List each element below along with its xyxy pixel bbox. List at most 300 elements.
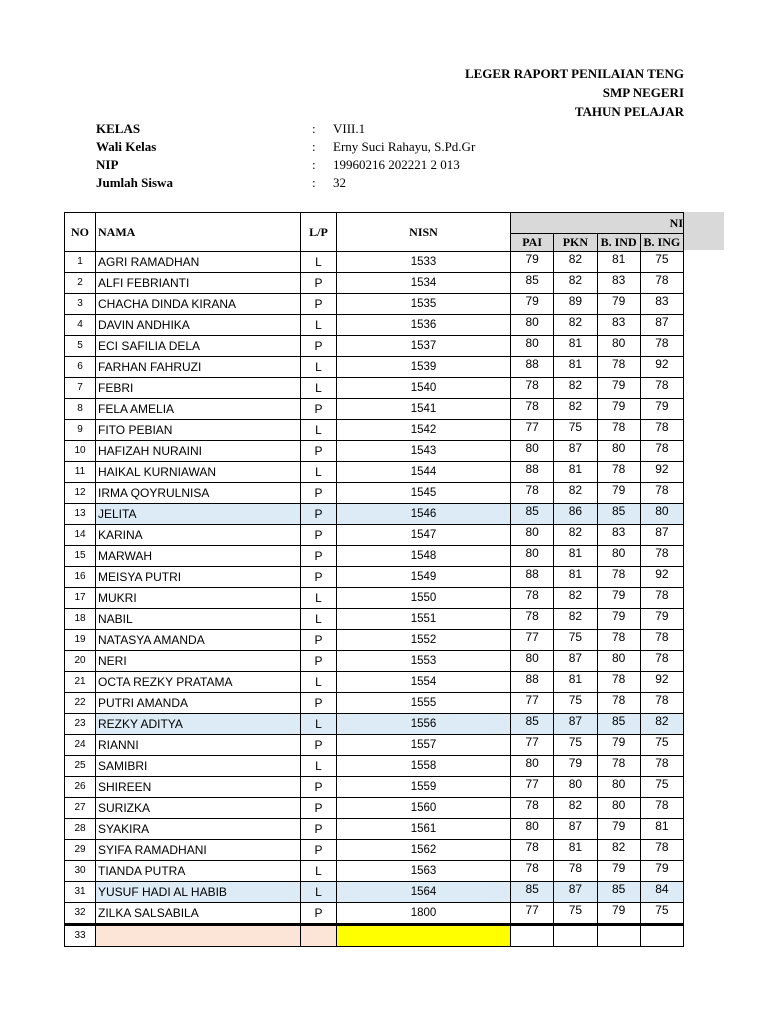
- cell-nama[interactable]: KARINA: [96, 525, 301, 546]
- cell-no[interactable]: 2: [65, 273, 96, 294]
- header-nama: NAMA: [96, 213, 301, 252]
- cell-score[interactable]: 75: [554, 693, 597, 714]
- cell-score[interactable]: [554, 925, 597, 947]
- cell-score[interactable]: 81: [554, 357, 597, 378]
- cell-score[interactable]: 82: [554, 399, 597, 420]
- cell-no[interactable]: 3: [65, 294, 96, 315]
- cell-score[interactable]: 78: [597, 420, 640, 441]
- cell-score[interactable]: 77: [511, 693, 554, 714]
- cell-score[interactable]: 80: [597, 798, 640, 819]
- cell-no[interactable]: 17: [65, 588, 96, 609]
- cell-nisn[interactable]: 1535: [337, 294, 511, 315]
- cell-score[interactable]: 75: [554, 630, 597, 651]
- cell-no[interactable]: 15: [65, 546, 96, 567]
- cell-score[interactable]: 82: [554, 273, 597, 294]
- table-row: [65, 294, 684, 315]
- cell-nisn[interactable]: 1559: [337, 777, 511, 798]
- cell-score[interactable]: 92: [640, 462, 683, 483]
- cell-score[interactable]: 80: [597, 546, 640, 567]
- cell-nisn[interactable]: 1546: [337, 504, 511, 525]
- cell-score[interactable]: 80: [554, 777, 597, 798]
- table-row: [65, 336, 684, 357]
- cell-no[interactable]: 14: [65, 525, 96, 546]
- cell-lp[interactable]: P: [301, 903, 337, 925]
- cell-nisn[interactable]: 1561: [337, 819, 511, 840]
- cell-score[interactable]: 75: [554, 903, 597, 925]
- cell-score[interactable]: 79: [597, 609, 640, 630]
- cell-score[interactable]: 80: [597, 777, 640, 798]
- table-row: [65, 546, 684, 567]
- cell-no[interactable]: 16: [65, 567, 96, 588]
- table-row: [65, 273, 684, 294]
- cell-lp[interactable]: P: [301, 504, 337, 525]
- cell-score[interactable]: 87: [554, 441, 597, 462]
- cell-score[interactable]: 88: [511, 357, 554, 378]
- cell-score[interactable]: 85: [511, 504, 554, 525]
- table-row: [65, 630, 684, 651]
- cell-score[interactable]: 78: [640, 651, 683, 672]
- cell-score[interactable]: 78: [640, 441, 683, 462]
- cell-score[interactable]: 78: [640, 630, 683, 651]
- cell-nama[interactable]: ECI SAFILIA DELA: [96, 336, 301, 357]
- cell-nisn[interactable]: 1563: [337, 861, 511, 882]
- cell-score[interactable]: 81: [554, 567, 597, 588]
- cell-score[interactable]: 81: [640, 819, 683, 840]
- header-subject: B. IND: [597, 234, 640, 252]
- cell-nisn[interactable]: 1548: [337, 546, 511, 567]
- cell-score[interactable]: 81: [554, 840, 597, 861]
- cell-score[interactable]: 78: [597, 756, 640, 777]
- cell-score[interactable]: 78: [640, 336, 683, 357]
- cell-lp[interactable]: L: [301, 315, 337, 336]
- cell-no[interactable]: 5: [65, 336, 96, 357]
- cell-nama[interactable]: [96, 925, 301, 947]
- cell-score[interactable]: 75: [640, 252, 683, 273]
- table-row: [65, 819, 684, 840]
- cell-lp[interactable]: L: [301, 420, 337, 441]
- cell-score[interactable]: 75: [554, 420, 597, 441]
- cell-lp[interactable]: P: [301, 819, 337, 840]
- cell-score[interactable]: 92: [640, 357, 683, 378]
- cell-score[interactable]: 82: [554, 315, 597, 336]
- table-row: [65, 441, 684, 462]
- cell-no[interactable]: 29: [65, 840, 96, 861]
- info-value: VIII.1: [333, 121, 366, 136]
- info-value: 19960216 202221 2 013: [333, 157, 460, 172]
- cell-lp[interactable]: P: [301, 651, 337, 672]
- cell-no[interactable]: 18: [65, 609, 96, 630]
- cell-no[interactable]: 12: [65, 483, 96, 504]
- cell-score[interactable]: 79: [597, 735, 640, 756]
- cell-score[interactable]: 78: [640, 420, 683, 441]
- cell-score[interactable]: 82: [554, 378, 597, 399]
- cell-score[interactable]: 77: [511, 630, 554, 651]
- cell-no[interactable]: 33: [65, 925, 96, 947]
- cell-score[interactable]: 92: [640, 567, 683, 588]
- cell-no[interactable]: 13: [65, 504, 96, 525]
- cell-no[interactable]: 23: [65, 714, 96, 735]
- cell-nisn[interactable]: [337, 925, 511, 947]
- cell-score[interactable]: 88: [511, 567, 554, 588]
- table-row: [65, 693, 684, 714]
- cell-score[interactable]: 79: [597, 819, 640, 840]
- cell-lp[interactable]: L: [301, 609, 337, 630]
- cell-score[interactable]: 82: [554, 483, 597, 504]
- cell-score[interactable]: 78: [640, 483, 683, 504]
- cell-score[interactable]: 85: [511, 714, 554, 735]
- cell-score[interactable]: 83: [640, 294, 683, 315]
- cell-nisn[interactable]: 1550: [337, 588, 511, 609]
- cell-score[interactable]: 78: [554, 861, 597, 882]
- cell-score[interactable]: 78: [511, 609, 554, 630]
- cell-nisn[interactable]: 1552: [337, 630, 511, 651]
- info-colon: :: [312, 121, 316, 136]
- cell-score[interactable]: 88: [511, 672, 554, 693]
- cell-lp[interactable]: P: [301, 294, 337, 315]
- cell-no[interactable]: 32: [65, 903, 96, 925]
- cell-nisn[interactable]: 1540: [337, 378, 511, 399]
- cell-nisn[interactable]: 1549: [337, 567, 511, 588]
- cell-score[interactable]: 80: [511, 819, 554, 840]
- cell-score[interactable]: 79: [597, 483, 640, 504]
- cell-lp[interactable]: P: [301, 798, 337, 819]
- cell-lp[interactable]: P: [301, 693, 337, 714]
- cell-score[interactable]: 79: [554, 756, 597, 777]
- cell-no[interactable]: 27: [65, 798, 96, 819]
- cell-nama[interactable]: TIANDA PUTRA: [96, 861, 301, 882]
- cell-score[interactable]: 86: [554, 504, 597, 525]
- table-row: [65, 483, 684, 504]
- cell-score[interactable]: 81: [597, 252, 640, 273]
- cell-no[interactable]: 20: [65, 651, 96, 672]
- cell-no[interactable]: 6: [65, 357, 96, 378]
- cell-score[interactable]: 75: [640, 777, 683, 798]
- cell-lp[interactable]: L: [301, 378, 337, 399]
- table-row: [65, 903, 684, 925]
- cell-no[interactable]: 7: [65, 378, 96, 399]
- header-no: NO: [65, 213, 96, 252]
- cell-lp[interactable]: P: [301, 546, 337, 567]
- cell-nama[interactable]: NERI: [96, 651, 301, 672]
- cell-lp[interactable]: P: [301, 840, 337, 861]
- cell-nisn[interactable]: 1539: [337, 357, 511, 378]
- cell-score[interactable]: 85: [597, 504, 640, 525]
- cell-lp[interactable]: P: [301, 399, 337, 420]
- cell-score[interactable]: 82: [640, 714, 683, 735]
- cell-no[interactable]: 1: [65, 252, 96, 273]
- cell-no[interactable]: 30: [65, 861, 96, 882]
- cell-score[interactable]: 87: [554, 714, 597, 735]
- cell-score[interactable]: 89: [554, 294, 597, 315]
- cell-score[interactable]: 79: [597, 399, 640, 420]
- table-row: [65, 672, 684, 693]
- cell-nisn[interactable]: 1541: [337, 399, 511, 420]
- cell-score[interactable]: 87: [554, 819, 597, 840]
- cell-no[interactable]: 24: [65, 735, 96, 756]
- cell-score[interactable]: 79: [597, 903, 640, 925]
- cell-score[interactable]: 82: [597, 840, 640, 861]
- cell-nisn[interactable]: 1800: [337, 903, 511, 925]
- cell-score[interactable]: 78: [511, 399, 554, 420]
- cell-nama[interactable]: FELA AMELIA: [96, 399, 301, 420]
- cell-score[interactable]: 78: [597, 357, 640, 378]
- cell-nama[interactable]: ZILKA SALSABILA: [96, 903, 301, 925]
- table-row: [65, 420, 684, 441]
- cell-score[interactable]: 81: [554, 462, 597, 483]
- cell-score[interactable]: 79: [597, 861, 640, 882]
- cell-score[interactable]: 77: [511, 777, 554, 798]
- table-row: [65, 651, 684, 672]
- cell-lp[interactable]: P: [301, 273, 337, 294]
- cell-score[interactable]: 80: [511, 441, 554, 462]
- cell-score[interactable]: [511, 925, 554, 947]
- cell-lp[interactable]: L: [301, 588, 337, 609]
- cell-nama[interactable]: DAVIN ANDHIKA: [96, 315, 301, 336]
- cell-lp[interactable]: P: [301, 441, 337, 462]
- cell-no[interactable]: 9: [65, 420, 96, 441]
- info-colon: :: [312, 175, 316, 190]
- cell-nama[interactable]: HAIKAL KURNIAWAN: [96, 462, 301, 483]
- cell-score[interactable]: 75: [640, 735, 683, 756]
- cell-nisn[interactable]: 1564: [337, 882, 511, 903]
- cell-score[interactable]: 77: [511, 735, 554, 756]
- cell-nama[interactable]: ALFI FEBRIANTI: [96, 273, 301, 294]
- cell-nama[interactable]: SURIZKA: [96, 798, 301, 819]
- cell-score[interactable]: 79: [511, 252, 554, 273]
- cell-score[interactable]: 80: [511, 336, 554, 357]
- cell-nama[interactable]: JELITA: [96, 504, 301, 525]
- table-row: [65, 588, 684, 609]
- cell-nisn[interactable]: 1562: [337, 840, 511, 861]
- cell-score[interactable]: 82: [554, 798, 597, 819]
- cell-score[interactable]: [640, 925, 683, 947]
- cell-score[interactable]: 78: [640, 756, 683, 777]
- cell-score[interactable]: 87: [554, 882, 597, 903]
- cell-nama[interactable]: CHACHA DINDA KIRANA: [96, 294, 301, 315]
- cell-nama[interactable]: OCTA REZKY PRATAMA: [96, 672, 301, 693]
- cell-lp[interactable]: [301, 925, 337, 947]
- cell-score[interactable]: 79: [597, 378, 640, 399]
- cell-score[interactable]: 78: [597, 693, 640, 714]
- cell-score[interactable]: 80: [597, 336, 640, 357]
- cell-no[interactable]: 10: [65, 441, 96, 462]
- cell-nama[interactable]: REZKY ADITYA: [96, 714, 301, 735]
- cell-score[interactable]: 85: [597, 714, 640, 735]
- cell-score[interactable]: 78: [640, 546, 683, 567]
- table-row: [65, 609, 684, 630]
- cell-score[interactable]: 83: [597, 273, 640, 294]
- cell-score[interactable]: 78: [511, 378, 554, 399]
- cell-lp[interactable]: L: [301, 252, 337, 273]
- cell-score[interactable]: 77: [511, 420, 554, 441]
- cell-nisn[interactable]: 1554: [337, 672, 511, 693]
- cell-no[interactable]: 25: [65, 756, 96, 777]
- cell-score[interactable]: 80: [511, 651, 554, 672]
- cell-nama[interactable]: SHIREEN: [96, 777, 301, 798]
- cell-lp[interactable]: L: [301, 672, 337, 693]
- cell-nama[interactable]: RIANNI: [96, 735, 301, 756]
- cell-nisn[interactable]: 1555: [337, 693, 511, 714]
- cell-score[interactable]: 78: [597, 672, 640, 693]
- cell-score[interactable]: 85: [511, 273, 554, 294]
- cell-nama[interactable]: FITO PEBIAN: [96, 420, 301, 441]
- cell-lp[interactable]: L: [301, 714, 337, 735]
- cell-score[interactable]: 81: [554, 546, 597, 567]
- cell-lp[interactable]: P: [301, 525, 337, 546]
- cell-score[interactable]: 80: [511, 525, 554, 546]
- cell-lp[interactable]: P: [301, 336, 337, 357]
- cell-score[interactable]: 85: [511, 882, 554, 903]
- cell-score[interactable]: 80: [511, 546, 554, 567]
- cell-score[interactable]: 83: [597, 525, 640, 546]
- cell-score[interactable]: 80: [511, 756, 554, 777]
- cell-no[interactable]: 11: [65, 462, 96, 483]
- cell-lp[interactable]: P: [301, 567, 337, 588]
- cell-score[interactable]: 87: [554, 651, 597, 672]
- cell-score[interactable]: 78: [511, 840, 554, 861]
- cell-nisn[interactable]: 1545: [337, 483, 511, 504]
- cell-lp[interactable]: P: [301, 777, 337, 798]
- cell-score[interactable]: 78: [511, 798, 554, 819]
- cell-nisn[interactable]: 1544: [337, 462, 511, 483]
- cell-lp[interactable]: P: [301, 630, 337, 651]
- cell-score[interactable]: 78: [597, 567, 640, 588]
- cell-nama[interactable]: AGRI RAMADHAN: [96, 252, 301, 273]
- cell-score[interactable]: 79: [640, 609, 683, 630]
- cell-nama[interactable]: FARHAN FAHRUZI: [96, 357, 301, 378]
- cell-score[interactable]: 82: [554, 252, 597, 273]
- cell-score[interactable]: 92: [640, 672, 683, 693]
- cell-score[interactable]: 88: [511, 462, 554, 483]
- cell-lp[interactable]: P: [301, 735, 337, 756]
- cell-score[interactable]: 79: [640, 399, 683, 420]
- cell-score[interactable]: 78: [511, 483, 554, 504]
- cell-score[interactable]: 78: [597, 462, 640, 483]
- info-label: NIP: [96, 157, 119, 172]
- cell-score[interactable]: 83: [597, 315, 640, 336]
- table-row: [65, 252, 684, 273]
- cell-no[interactable]: 26: [65, 777, 96, 798]
- cell-nama[interactable]: MUKRI: [96, 588, 301, 609]
- cell-nisn[interactable]: 1551: [337, 609, 511, 630]
- cell-nisn[interactable]: 1547: [337, 525, 511, 546]
- cell-nama[interactable]: IRMA QOYRULNISA: [96, 483, 301, 504]
- cell-score[interactable]: 79: [640, 861, 683, 882]
- cell-no[interactable]: 21: [65, 672, 96, 693]
- cell-score[interactable]: 78: [511, 588, 554, 609]
- cell-score[interactable]: 78: [640, 273, 683, 294]
- cell-score[interactable]: 78: [511, 861, 554, 882]
- cell-score[interactable]: 75: [640, 903, 683, 925]
- cell-score[interactable]: 87: [640, 525, 683, 546]
- cell-score[interactable]: 82: [554, 525, 597, 546]
- cell-no[interactable]: 4: [65, 315, 96, 336]
- cell-nisn[interactable]: 1558: [337, 756, 511, 777]
- info-colon: :: [312, 157, 316, 172]
- cell-nisn[interactable]: 1553: [337, 651, 511, 672]
- table-row: [65, 798, 684, 819]
- cell-score[interactable]: 78: [640, 840, 683, 861]
- table-row: [65, 777, 684, 798]
- school-name: SMP NEGERI: [602, 85, 684, 100]
- cell-nama[interactable]: SYAKIRA: [96, 819, 301, 840]
- cell-lp[interactable]: L: [301, 462, 337, 483]
- cell-score[interactable]: 85: [597, 882, 640, 903]
- info-label: Jumlah Siswa: [96, 175, 173, 190]
- cell-score[interactable]: 82: [554, 609, 597, 630]
- table-row: [65, 567, 684, 588]
- cell-nisn[interactable]: 1560: [337, 798, 511, 819]
- cell-nama[interactable]: FEBRI: [96, 378, 301, 399]
- report-title: LEGER RAPORT PENILAIAN TENG: [464, 66, 684, 81]
- cell-nisn[interactable]: 1533: [337, 252, 511, 273]
- cell-lp[interactable]: L: [301, 756, 337, 777]
- cell-nama[interactable]: PUTRI AMANDA: [96, 693, 301, 714]
- cell-nisn[interactable]: 1542: [337, 420, 511, 441]
- cell-nisn[interactable]: 1543: [337, 441, 511, 462]
- cell-nisn[interactable]: 1536: [337, 315, 511, 336]
- cell-lp[interactable]: L: [301, 357, 337, 378]
- cell-lp[interactable]: L: [301, 882, 337, 903]
- cell-lp[interactable]: L: [301, 861, 337, 882]
- cell-nama[interactable]: MEISYA PUTRI: [96, 567, 301, 588]
- cell-score[interactable]: 80: [511, 315, 554, 336]
- cell-nama[interactable]: HAFIZAH NURAINI: [96, 441, 301, 462]
- header-subject: PKN: [554, 234, 597, 252]
- cell-nama[interactable]: NATASYA AMANDA: [96, 630, 301, 651]
- cell-lp[interactable]: P: [301, 483, 337, 504]
- cell-score[interactable]: 80: [597, 441, 640, 462]
- cell-no[interactable]: 8: [65, 399, 96, 420]
- cell-score[interactable]: 78: [640, 588, 683, 609]
- grade-ledger-table-wrapper: [64, 212, 684, 947]
- cell-score[interactable]: 82: [554, 588, 597, 609]
- cell-nisn[interactable]: 1537: [337, 336, 511, 357]
- cell-score[interactable]: 81: [554, 672, 597, 693]
- cell-nama[interactable]: SYIFA RAMADHANI: [96, 840, 301, 861]
- cell-score[interactable]: 87: [640, 315, 683, 336]
- table-row: [65, 735, 684, 756]
- cell-nisn[interactable]: 1534: [337, 273, 511, 294]
- cell-score[interactable]: 80: [597, 651, 640, 672]
- cell-no[interactable]: 22: [65, 693, 96, 714]
- cell-score[interactable]: 81: [554, 336, 597, 357]
- cell-nisn[interactable]: 1556: [337, 714, 511, 735]
- cell-nama[interactable]: NABIL: [96, 609, 301, 630]
- cell-score[interactable]: [597, 925, 640, 947]
- table-row: [65, 840, 684, 861]
- cell-no[interactable]: 19: [65, 630, 96, 651]
- cell-score[interactable]: 75: [554, 735, 597, 756]
- header-nilai: NI: [511, 213, 684, 234]
- cell-score[interactable]: 77: [511, 903, 554, 925]
- cell-score[interactable]: 78: [640, 693, 683, 714]
- cell-score[interactable]: 78: [640, 798, 683, 819]
- cell-nama[interactable]: SAMIBRI: [96, 756, 301, 777]
- cell-nama[interactable]: MARWAH: [96, 546, 301, 567]
- cell-no[interactable]: 28: [65, 819, 96, 840]
- cell-score[interactable]: 79: [511, 294, 554, 315]
- cell-score[interactable]: 79: [597, 294, 640, 315]
- cell-nama[interactable]: YUSUF HADI AL HABIB: [96, 882, 301, 903]
- cell-score[interactable]: 84: [640, 882, 683, 903]
- cell-score[interactable]: 80: [640, 504, 683, 525]
- cell-score[interactable]: 78: [597, 630, 640, 651]
- cell-score[interactable]: 79: [597, 588, 640, 609]
- cell-nisn[interactable]: 1557: [337, 735, 511, 756]
- cell-no[interactable]: 31: [65, 882, 96, 903]
- cell-score[interactable]: 78: [640, 378, 683, 399]
